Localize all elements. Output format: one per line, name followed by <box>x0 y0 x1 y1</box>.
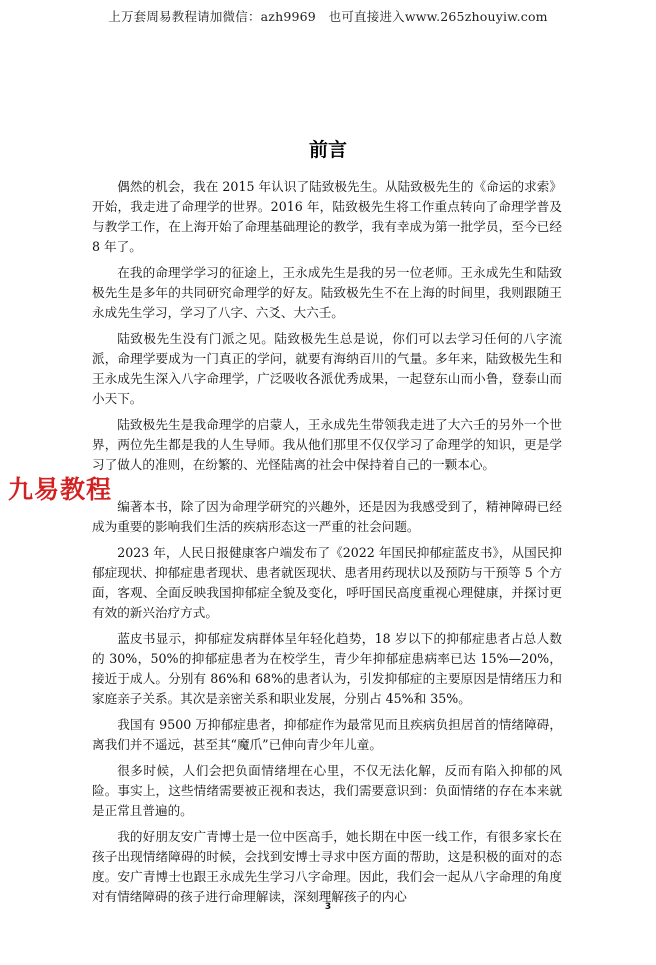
paragraph-9: 很多时候，人们会把负面情绪埋在心里，不仅无法化解，反而有陷入抑郁的风险。事实上，这些情绪需要被正视和表达，我们需要意识到：负面情绪的存在本来就是正常且普遍的。 <box>92 763 562 818</box>
paragraph-7: 蓝皮书显示，抑郁症发病群体呈年轻化趋势，18 岁以下的抑郁症患者占总人数的 30%，50%的抑郁症患者为在校学生，青少年抑郁症患病率已达 15%—20%，接近于成人。分别有 86%和 68%的患者认为，引发抑郁症的主要原因是情绪压力和家庭亲子关系。其次是亲密关系和职业发展，分别占 45%和 35%。 <box>92 631 562 706</box>
watermark-logo: 九易教程 <box>8 475 113 504</box>
paragraph-3: 陆致极先生没有门派之见。陆致极先生总是说，你们可以去学习任何的八字流派，命理学要成为一门真正的学问，就要有海纳百川的气量。多年来，陆致极先生和王永成先生深入八字命理学，广泛吸收各派优秀成果，一起登东山而小鲁，登泰山而小天下。 <box>92 331 562 406</box>
paragraph-4: 陆致极先生是我命理学的启蒙人，王永成先生带领我走进了大六壬的另外一个世界，两位先生都是我的人生导师。我从他们那里不仅仅学习了命理学的知识，更是学习了做人的准则，在纷繁的、光怪陆离的社会中保持着自己的一颗本心。 <box>92 417 562 472</box>
page-title: 前言 <box>308 139 347 161</box>
paragraph-6: 2023 年，人民日报健康客户端发布了《2022 年国民抑郁症蓝皮书》，从国民抑郁症现状、抑郁症患者现状、患者就医现状、患者用药现状以及预防与干预等 5 个方面，客观、全面反映我国抑郁症全貌及变化，呼吁国民高度重视心理健康，并探讨更有效的新兴治疗方式。 <box>92 545 562 620</box>
paragraph-5: 编著本书，除了因为命理学研究的兴趣外，还是因为我感受到了，精神障碍已经成为重要的影响我们生活的疾病形态这一严重的社会问题。 <box>92 499 562 534</box>
body-text <box>92 177 562 913</box>
paragraph-10: 我的好朋友安广青博士是一位中医高手，她长期在中医一线工作，有很多家长在孩子出现情绪障碍的时候，会找到安博士寻求中医方面的帮助，这是积极的面对的态度。安广青博士也跟王永成先生学习八字命理。因此，我们会一起从八字命理的角度对有情绪障碍的孩子进行命理解读，深刻理解孩子的内心 <box>92 829 562 904</box>
paragraph-1: 偶然的机会，我在 2015 年认识了陆致极先生。从陆致极先生的《命运的求索》开始，我走进了命理学的世界。2016 年，陆致极先生将工作重点转向了命理学普及与教学工作，在上海开始了命理基础理论的教学，我有幸成为第一批学员，至今已经 8 年了。 <box>92 179 562 254</box>
paragraph-8: 我国有 9500 万抑郁症患者，抑郁症作为最常见而且疾病负担居首的情绪障碍，离我们并不遥远，甚至其“魔爪”已伸向青少年儿童。 <box>92 717 562 752</box>
paragraph-2: 在我的命理学学习的征途上，王永成先生是我的另一位老师。王永成先生和陆致极先生是多年的共同研究命理学的好友。陆致极先生不在上海的时间里，我则跟随王永成先生学习，学习了八字、六爻、大六壬。 <box>92 265 562 320</box>
header-banner: 上万套周易教程请加微信：azh9969 也可直接进入www.265zhouyiw.com <box>108 9 548 24</box>
page-number: 3 <box>324 902 332 912</box>
